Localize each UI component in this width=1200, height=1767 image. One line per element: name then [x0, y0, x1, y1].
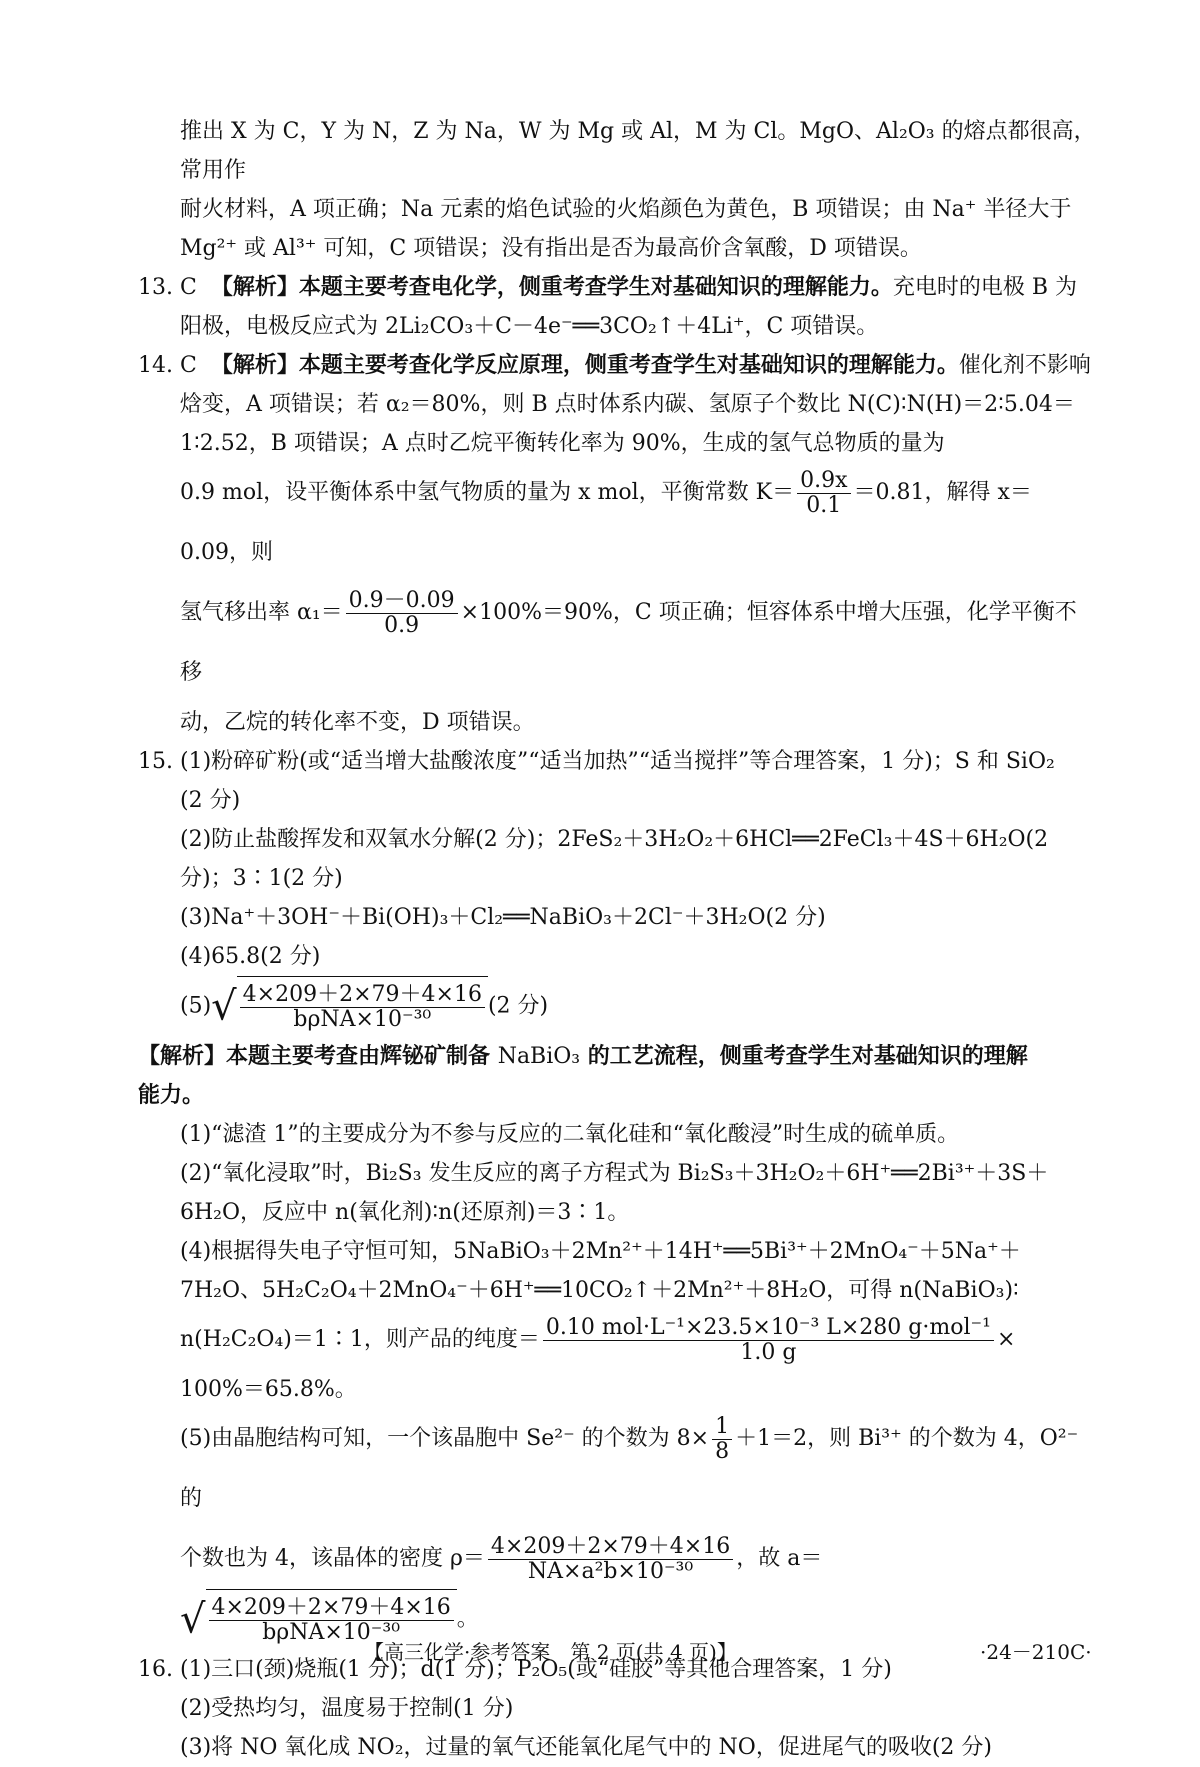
q15-p5 [138, 976, 1098, 1037]
k-denominator: 0.1 [806, 492, 842, 518]
q14-number: 14. [138, 353, 173, 378]
density-numerator: 4×209＋2×79＋4×16 [488, 1535, 733, 1560]
q15-p3: (3)Na⁺＋3OH⁻＋Bi(OH)₃＋Cl₂══NaBiO₃＋2Cl⁻＋3H₂O(2 分) [180, 905, 826, 930]
a-denominator: bρNA×10⁻³⁰ [262, 1619, 401, 1645]
q15-p5-pre: (5) [180, 993, 212, 1019]
q15-analysis-formula: NaBiO₃ [497, 1044, 581, 1069]
alpha-fraction [346, 589, 458, 638]
q14-text4: 动，乙烷的转化率不变，D 项错误。 [180, 710, 535, 735]
footer-title: 【高三化学·参考答案 第 2 页(共 4 页)】 [364, 1640, 737, 1664]
p5-denominator: bρNA×10⁻³⁰ [293, 1006, 432, 1032]
q14-text3a: 氢气移出率 α₁＝ [180, 600, 343, 625]
q14-line-k [138, 463, 1098, 583]
q15-analysis-bold1: 本题主要考查由辉铋矿制备 [226, 1044, 498, 1069]
p5-numerator: 4×209＋2×79＋4×16 [240, 983, 485, 1008]
q15-analysis-bold3-text: 能力。 [138, 1083, 205, 1108]
k-fraction [797, 469, 850, 518]
q15-p2b: 分)；3∶1(2 分) [180, 866, 343, 891]
q12-analysis-line1: 推出 X 为 C，Y 为 N，Z 为 Na，W 为 Mg 或 Al，M 为 Cl。MgO、Al₂O₃ 的熔点都很高，常用作 [180, 119, 1096, 183]
q15-e5b-end: 。 [456, 1606, 479, 1632]
q15-e4d: 100%＝65.8%。 [180, 1377, 357, 1402]
alpha-denominator: 0.9 [384, 612, 420, 638]
purity-fraction [543, 1316, 994, 1365]
eighth-denominator: 8 [715, 1438, 730, 1464]
k-numerator: 0.9x [797, 469, 850, 494]
q14-choice: C [180, 353, 197, 378]
q15-analysis-tag: 【解析】 [138, 1044, 227, 1069]
q15-e5-pre: (5)由晶胞结构可知，一个该晶胞中 Se²⁻ 的个数为 8× [180, 1426, 710, 1451]
q13-text: 充电时的电极 B 为阳极，电极反应式为 2Li₂CO₃＋C－4e⁻══3CO₂↑＋4Li⁺，C 项错误。 [180, 275, 1078, 339]
purity-numerator: 0.10 mol·L⁻¹×23.5×10⁻³ L×280 g·mol⁻¹ [543, 1316, 994, 1341]
q15-p4: (4)65.8(2 分) [180, 944, 321, 969]
footer-code: ·24－210C· [980, 1640, 1092, 1664]
q13-summary: 本题主要考查电化学，侧重考查学生对基础知识的理解能力。 [298, 275, 893, 300]
q12-analysis-line2: 耐火材料，A 项正确；Na 元素的焰色试验的火焰颜色为黄色，B 项错误；由 Na⁺ 半径大于 [180, 197, 1072, 222]
q15-e2: (2)“氧化浸取”时，Bi₂S₃ 发生反应的离子方程式为 Bi₂S₃＋3H₂O₂＋6H⁺══2Bi³⁺＋3S＋ [180, 1161, 1049, 1186]
purity-denominator: 1.0 g [740, 1339, 797, 1365]
q14-text3b: ×100%＝90%，C 项正确；恒容体系中增大压强，化学平衡不移 [180, 600, 1077, 685]
q15-e2b: 6H₂O，反应中 n(氧化剂)∶n(还原剂)＝3∶1。 [180, 1200, 630, 1225]
q15-number: 15. [138, 749, 173, 774]
q15-e5-post: ＋1＝2，则 Bi³⁺ 的个数为 4，O²⁻ 的 [180, 1426, 1079, 1511]
q15-e4c-post: × [996, 1327, 1016, 1352]
q13-number: 13. [138, 275, 173, 300]
q16-p3: (3)将 NO 氧化成 NO₂，过量的氧气还能氧化尾气中的 NO，促进尾气的吸收(2 分) [180, 1735, 992, 1760]
q14-tag: 【解析】 [210, 353, 299, 378]
eighth-fraction [712, 1415, 732, 1464]
answer-page [138, 112, 1098, 1767]
q15-analysis-bold2: 的工艺流程，侧重考查学生对基础知识的理解 [580, 1044, 1028, 1069]
q16-p1: (1)三口(颈)烧瓶(1 分)；d(1 分)；P₂O₅(或“硅胶”等其他合理答案，1 分) [180, 1657, 892, 1682]
q16-p2: (2)受热均匀，温度易于控制(1 分) [180, 1696, 514, 1721]
a-sqrt-expression: √ $\frac{4\times 209+2\times 79+4\times 16}{\text{bρNA×10⁻³⁰}}$ [180, 1589, 457, 1650]
q14-summary: 本题主要考查化学反应原理，侧重考查学生对基础知识的理解能力。 [298, 353, 959, 378]
q15-e5 [138, 1409, 1098, 1529]
q14-text1: 催化剂不影响焓变，A 项错误；若 α₂＝80%，则 B 点时体系内碳、氢原子个数比 N(C)∶N(H)＝2∶5.04＝1∶2.52，B 项错误；A 点时乙烷平衡转化率为 90%，生成的氢气总物质的量为 [180, 353, 1091, 456]
q14-text2a: 0.9 mol，设平衡体系中氢气物质的量为 x mol，平衡常数 K＝ [180, 480, 795, 505]
q14-answer [138, 346, 1098, 463]
q15-part1 [138, 742, 1098, 781]
density-fraction [488, 1535, 733, 1584]
q15-e4: (4)根据得失电子守恒可知，5NaBiO₃＋2Mn²⁺＋14H⁺══5Bi³⁺＋2MnO₄⁻＋5Na⁺＋ [180, 1239, 1021, 1264]
q15-e5b [138, 1529, 1098, 1650]
density-denominator: NA×a²b×10⁻³⁰ [527, 1558, 694, 1584]
q16-number: 16. [138, 1657, 173, 1682]
q15-e4c [138, 1310, 1098, 1370]
q15-p1: (1)粉碎矿粉(或“适当增大盐酸浓度”“适当加热”“适当搅拌”等合理答案，1 分)；S 和 SiO₂ [180, 749, 1055, 774]
q15-p5-post: (2 分) [487, 993, 549, 1019]
q15-analysis-head [138, 1037, 1098, 1076]
alpha-numerator: 0.9－0.09 [346, 589, 458, 614]
q15-e4c-pre: n(H₂C₂O₄)＝1∶1，则产品的纯度＝ [180, 1327, 540, 1352]
sqrt-expression: √ $\frac{4\times 209+2\times 79+4\times 16}{\text{bρNA×10⁻³⁰}}$ [211, 976, 488, 1037]
q15-e5b-mid: ，故 a＝ [736, 1546, 823, 1571]
q15-e1: (1)“滤渣 1”的主要成分为不参与反应的二氧化硅和“氧化酸浸”时生成的硫单质。 [180, 1122, 960, 1147]
q15-analysis-bold3 [138, 1076, 1098, 1115]
q14-line-alpha [138, 583, 1098, 703]
q13-tag: 【解析】 [210, 275, 299, 300]
q14-text2b: ＝0.81，解得 x＝0.09，则 [180, 480, 1032, 565]
q13-choice: C [180, 275, 197, 300]
a-numerator: 4×209＋2×79＋4×16 [209, 1596, 454, 1621]
eighth-numerator: 1 [712, 1415, 732, 1440]
q15-e4b: 7H₂O、5H₂C₂O₄＋2MnO₄⁻＋6H⁺══10CO₂↑＋2Mn²⁺＋8H₂O，可得 n(NaBiO₃)∶ [180, 1278, 1019, 1303]
q12-analysis-line3: Mg²⁺ 或 Al³⁺ 可知，C 项错误；没有指出是否为最高价含氧酸，D 项错误。 [180, 236, 922, 261]
q15-e5b-pre: 个数也为 4，该晶体的密度 ρ＝ [180, 1546, 485, 1571]
q13-answer [138, 268, 1098, 346]
q15-p1b: (2 分) [180, 788, 241, 813]
q15-p2: (2)防止盐酸挥发和双氧水分解(2 分)；2FeS₂＋3H₂O₂＋6HCl══2FeCl₃＋4S＋6H₂O(2 [180, 827, 1049, 852]
